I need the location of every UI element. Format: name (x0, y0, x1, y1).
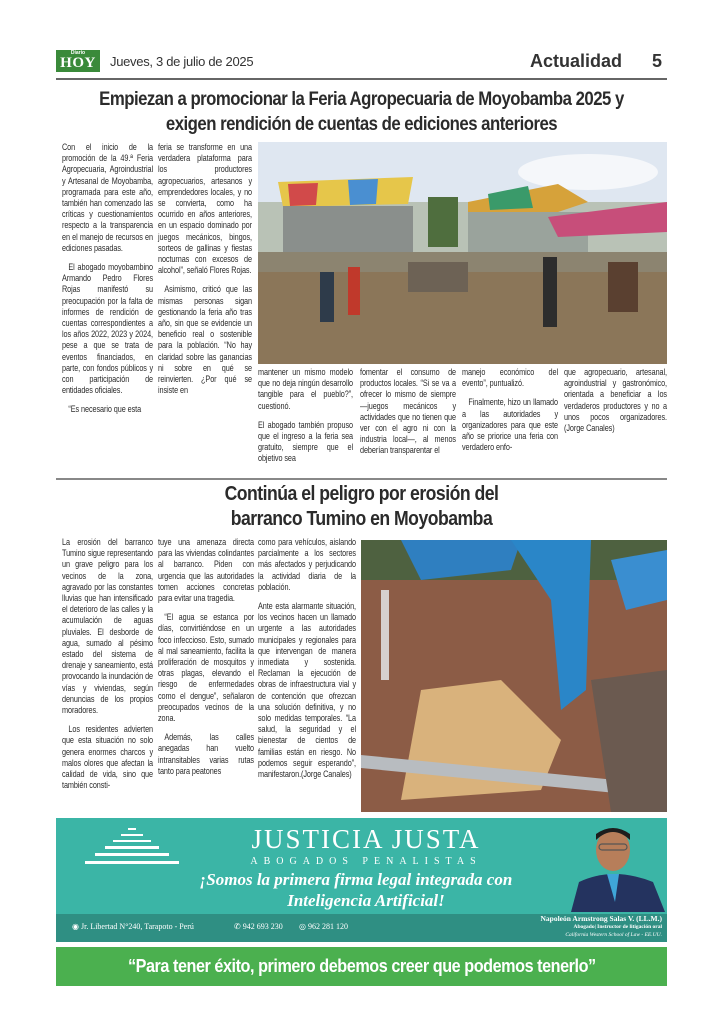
paragraph: como para vehículos, aislando parcialmente a los sectores más afectados y perjudicando la actividad diaria de la población. (258, 537, 356, 592)
paragraph: “El agua se estanca por días, convirtiéndose en un foco infeccioso. Esto, sumado al mal saneamiento, facilita la proliferación de mosquitos y otras plagas, elevando el riesgo de enfermedades como el dengue”, señalaron preocupados vecinos de la zona. (158, 612, 254, 724)
paragraph: feria se transforme en una verdadera plataforma para los productores agropecuarios, artesanos y emprendedores locales, y no se convierta, como ha ocurrido en años anteriores, en un espacio dominado por juegos mecánicos, bingos, sorteos de gallinas y fiestas nocturnas con excesos de alcohol”, señaló Flores Rojas. (158, 142, 252, 276)
paragraph: fomentar el consumo de productos locales. “Si se va a ofrecer lo mismo de siempre —juegos mecánicos y actividades que no tienen que ver con el agro ni con la industria local—, al menos deberían transparentar el (360, 367, 456, 456)
article1-headline (56, 87, 667, 137)
headline-line: barranco Tumino en Moyobamba (230, 507, 493, 530)
article2-column-2 (158, 537, 254, 777)
pyramid-logo-icon (81, 826, 181, 868)
header-rule (56, 78, 667, 80)
whatsapp-number: 962 281 120 (307, 922, 348, 931)
article2-column-1 (62, 537, 153, 791)
ad-brand: JUSTICIA JUSTA (251, 824, 481, 854)
paragraph: El abogado también propuso que el ingreso a la feria sea gratuito, siempre que el objetivo sea (258, 419, 353, 464)
ad-person-name: Napoleón Armstrong Salas V. (LL.M.) (540, 914, 662, 923)
ad-subtitle: ABOGADOS PENALISTAS (250, 856, 482, 867)
ad-person-school: California Western School of Law - EE.UU. (565, 932, 662, 938)
logo-small-text: Diario (70, 50, 86, 56)
lawyer-portrait (561, 822, 666, 912)
paragraph: tuye una amenaza directa para las viviendas colindantes al barranco. Piden con urgencia que las autoridades tomen acciones concretas para evitar una tragedia. (158, 537, 254, 604)
issue-date: Jueves, 3 de julio de 2025 (110, 54, 254, 69)
article1-column-5 (462, 367, 558, 453)
article1-column-1 (62, 142, 153, 416)
ravine-photo-illustration (361, 540, 667, 812)
ad-slogan-line1: ¡Somos la primera firma legal integrada con (199, 870, 513, 889)
ad-person-title: Abogado| Instructor de litigación oral (573, 924, 662, 930)
ad-address (72, 922, 194, 932)
ad-whatsapp[interactable] (299, 922, 348, 932)
location-pin-icon: ◉ (72, 922, 81, 931)
phone-number: 942 693 230 (242, 922, 283, 931)
paragraph: Los residentes advierten que esta situación no solo genera enormes charcos y malos olores que afectan la calidad de vida, sino que también consti- (62, 724, 153, 791)
section-title: Actualidad (530, 51, 623, 71)
article-divider (56, 478, 667, 480)
paragraph: “Es necesario que esta (68, 404, 142, 415)
article1-column-4 (360, 367, 456, 457)
article2-column-3 (258, 537, 356, 780)
quote-text: “Para tener éxito, primero debemos creer que podemos tenerlo” (127, 956, 596, 976)
headline-line: exigen rendición de cuentas de ediciones anteriores (165, 113, 558, 135)
fair-photo (258, 142, 667, 364)
article2-headline (56, 481, 667, 531)
paragraph: Finalmente, hizo un llamado a las autoridades y organizadores para que este año se priorice una feria con verdadero enfo- (462, 397, 558, 453)
fair-photo-illustration (258, 142, 667, 364)
paragraph: manejo económico del evento”, puntualizó. (462, 367, 558, 389)
logo-main-text: HOY (60, 55, 96, 71)
ravine-erosion-photo (361, 540, 667, 812)
headline-line: Empiezan a promocionar la Feria Agropecuaria de Moyobamba 2025 y (99, 88, 624, 110)
newspaper-logo (56, 50, 100, 72)
paragraph: El abogado moyobambino Armando Pedro Flores Rojas manifestó su preocupación por la falta de informes de rendición de cuentas correspondientes a los años 2022, 2023 y 2024, pese a que se trata de eventos financiados, en parte, con fondos públicos y con participación de entidades oficiales. (62, 262, 153, 396)
paragraph: mantener un mismo modelo que no deja ningún desarrollo tangible para el pueblo?”, cuestionó. (258, 367, 353, 411)
paragraph: Asimismo, criticó que las mismas personas sigan gestionando la feria año tras año, sin que se evidencie un beneficio real o sostenible para la población. “No hay claridad sobre las ganancias ni sobre en qué se reinvierten. ¿Por qué se insiste en (158, 284, 252, 396)
article1-column-6 (564, 367, 667, 434)
article1-column-3 (258, 367, 353, 465)
ad-phone[interactable] (234, 922, 283, 932)
article1-column-2 (158, 142, 252, 396)
address-text: Jr. Libertad N°240, Tarapoto - Perú (80, 922, 194, 931)
headline-line: Continúa el peligro por erosión del (224, 482, 499, 505)
paragraph: Con el inicio de la promoción de la 49.ª Feria Agropecuaria, Agroindustrial y Artesanal de Moyobamba, programada para este año, también han comenzado las críticas y cuestionamientos respecto a la transparencia en el manejo de recursos en ediciones pasadas. (62, 142, 153, 253)
paragraph: Además, las calles anegadas han vuelto intransitables varias rutas tanto para peatones (158, 732, 254, 776)
paragraph: que agropecuario, artesanal, agroindustrial y gastronómico, orientada a beneficiar a los verdaderos productores y no a unos pocos organizadores.(Jorge Canales) (564, 367, 667, 434)
whatsapp-icon: ◎ (299, 922, 308, 931)
ad-slogan-line2: Inteligencia Artificial! (287, 891, 445, 910)
paragraph: Ante esta alarmante situación, los vecinos hacen un llamado urgente a las autoridades municipales y regionales para que intervengan de manera inmediata y sostenida. Reclaman la ejecución de obras de infraestructura vial y de contención que ofrezcan una solución definitiva, y no solo medidas temporales. “La salud, la seguridad y el bienestar de cientos de familias están en riesgo. No podemos seguir esperando”, manifestaron.(Jorge Canales) (258, 601, 356, 780)
paragraph: La erosión del barranco Tumino sigue representando un grave peligro para los vecinos de la zona, agravado por las constantes lluvias que han intensificado el deterioro de las calles y la acumulación de aguas pluviales. El desborde de agua, sumado al pésimo estado del sistema de drenaje y saneamiento, está provocando la inundación de vías y viviendas, según denuncias de los propios moradores. (62, 537, 153, 716)
law-firm-advertisement[interactable] (56, 818, 667, 942)
page-number: 5 (652, 51, 663, 71)
quote-banner (56, 947, 667, 986)
phone-icon: ✆ (234, 922, 243, 931)
